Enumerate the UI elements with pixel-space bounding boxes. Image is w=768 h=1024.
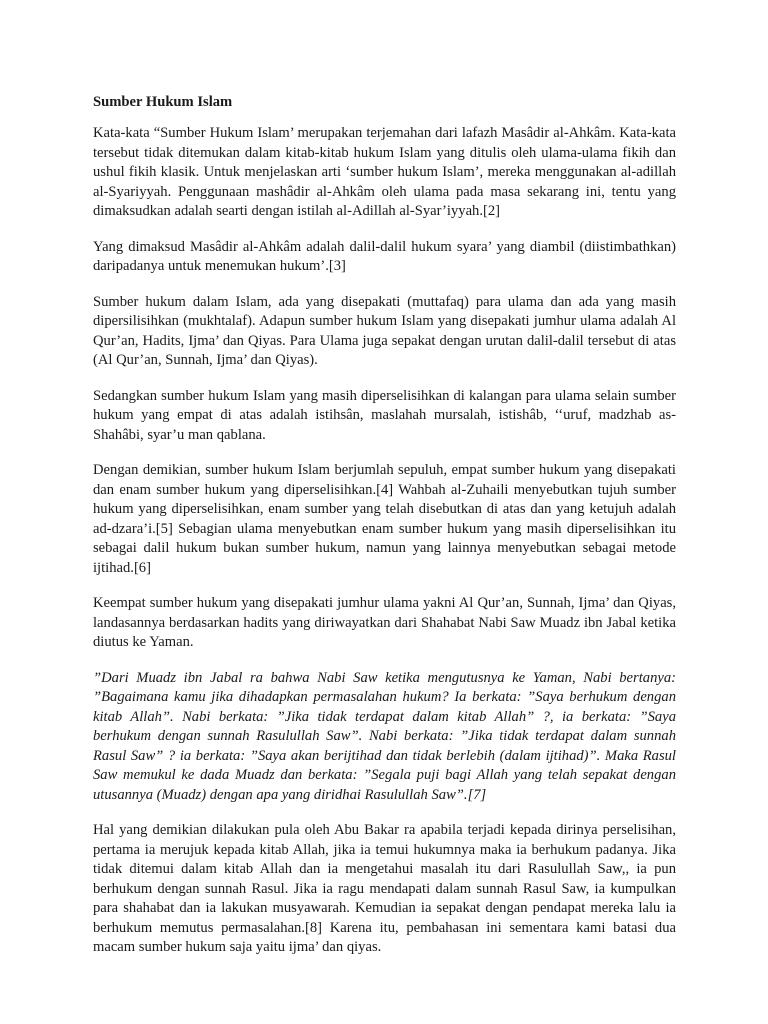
paragraph-abu-bakar: Hal yang demikian dilakukan pula oleh Abu Bakar ra apabila terjadi kepada dirinya perselisihan, pertama ia merujuk kepada kitab Allah, jika ia temui hukumnya maka ia berhukum padanya. Jika tidak ditemui dalam kitab Allah dan ia mengetahui masalah itu dari Rasulullah Saw,, ia pun berhukum dengan sunnah Rasul. Jika ia ragu mendapati dalam sunnah Rasul Saw, ia kumpulkan para shahabat dan ia lakukan musyawarah. Kemudian ia sepakat dengan pendapat mereka lalu ia berhukum memutus permasalahan.[8] Karena itu, pembahasan ini sementara kami batasi dua macam sumber hukum saja yaitu ijma’ dan qiyas. bbox=[93, 822, 676, 955]
paragraph-ten-sources: Dengan demikian, sumber hukum Islam berjumlah sepuluh, empat sumber hukum yang disepakati dan enam sumber hukum yang diperselisihkan.[4] Wahbah al-Zuhaili menyebutkan tujuh sumber hukum yang diperselisihkan, enam sumber yang telah disebutkan di atas dan yang ketujuh adalah ad-dzara’i.[5] Sebagian ulama menyebutkan enam sumber hukum yang masih diperselisihkan itu sebagai dalil hukum bukan sumber hukum, namun yang lainnya menyebutkan sebagai metode ijtihad.[6] bbox=[93, 462, 676, 576]
document-page bbox=[93, 93, 676, 974]
paragraph-agreed-sources: Sumber hukum dalam Islam, ada yang disepakati (muttafaq) para ulama dan ada yang masih dipersilisihkan (mukhtalaf). Adapun sumber hukum Islam yang disepakati jumhur ulama adalah Al Qur’an, Hadits, Ijma’ dan Qiyas. Para Ulama juga sepakat dengan urutan dalil-dalil tersebut di atas (Al Qur’an, Sunnah, Ijma’ dan Qiyas). bbox=[93, 293, 676, 368]
page-title: Sumber Hukum Islam bbox=[93, 94, 233, 110]
paragraph-definition: Kata-kata “Sumber Hukum Islam’ merupakan terjemahan dari lafazh Masâdir al-Ahkâm. Kata-kata tersebut tidak ditemukan dalam kitab-kitab hukum Islam yang ditulis oleh ulama-ulama fikih dan ushul fikih klasik. Untuk menjelaskan arti ‘sumber hukum Islam’, mereka menggunakan al-adillah al-Syariyyah. Penggunaan mashâdir al-Ahkâm oleh ulama pada masa sekarang ini, tentu yang dimaksudkan adalah searti dengan istilah al-Adillah al-Syar’iyyah.[2] bbox=[93, 125, 676, 219]
paragraph-muadz-intro: Keempat sumber hukum yang disepakati jumhur ulama yakni Al Qur’an, Sunnah, Ijma’ dan Qiyas, landasannya berdasarkan hadits yang diriwayatkan dari Shahabat Nabi Saw Muadz ibn Jabal ketika diutus ke Yaman. bbox=[93, 595, 676, 650]
hadith-quote: ”Dari Muadz ibn Jabal ra bahwa Nabi Saw ketika mengutusnya ke Yaman, Nabi bertanya: ”Bagaimana kamu jika dihadapkan permasalahan hukum? Ia berkata: ”Saya berhukum dengan kitab Allah”. Nabi berkata: ”Jika tidak terdapat dalam kitab Allah” ?, ia berkata: ”Saya berhukum dengan sunnah Rasulullah Saw”. Nabi berkata: ”Jika tidak terdapat dalam sunnah Rasul Saw” ? ia berkata: ”Saya akan berijtihad dan tidak berlebih (dalam ijtihad)”. Maka Rasul Saw memukul ke dada Muadz dan berkata: ”Segala puji bagi Allah yang telah sepakat dengan utusannya (Muadz) dengan apa yang diridhai Rasulullah Saw”.[7] bbox=[93, 669, 676, 803]
paragraph-disputed-sources: Sedangkan sumber hukum Islam yang masih diperselisihkan di kalangan para ulama selain sumber hukum yang empat di atas adalah istihsân, maslahah mursalah, istishâb, ‘‘uruf, madzhab as-Shahâbi, syar’u man qablana. bbox=[93, 387, 676, 443]
paragraph-masadir: Yang dimaksud Masâdir al-Ahkâm adalah dalil-dalil hukum syara’ yang diambil (diistimbathkan) daripadanya untuk menemukan hukum’.[3] bbox=[93, 238, 676, 274]
